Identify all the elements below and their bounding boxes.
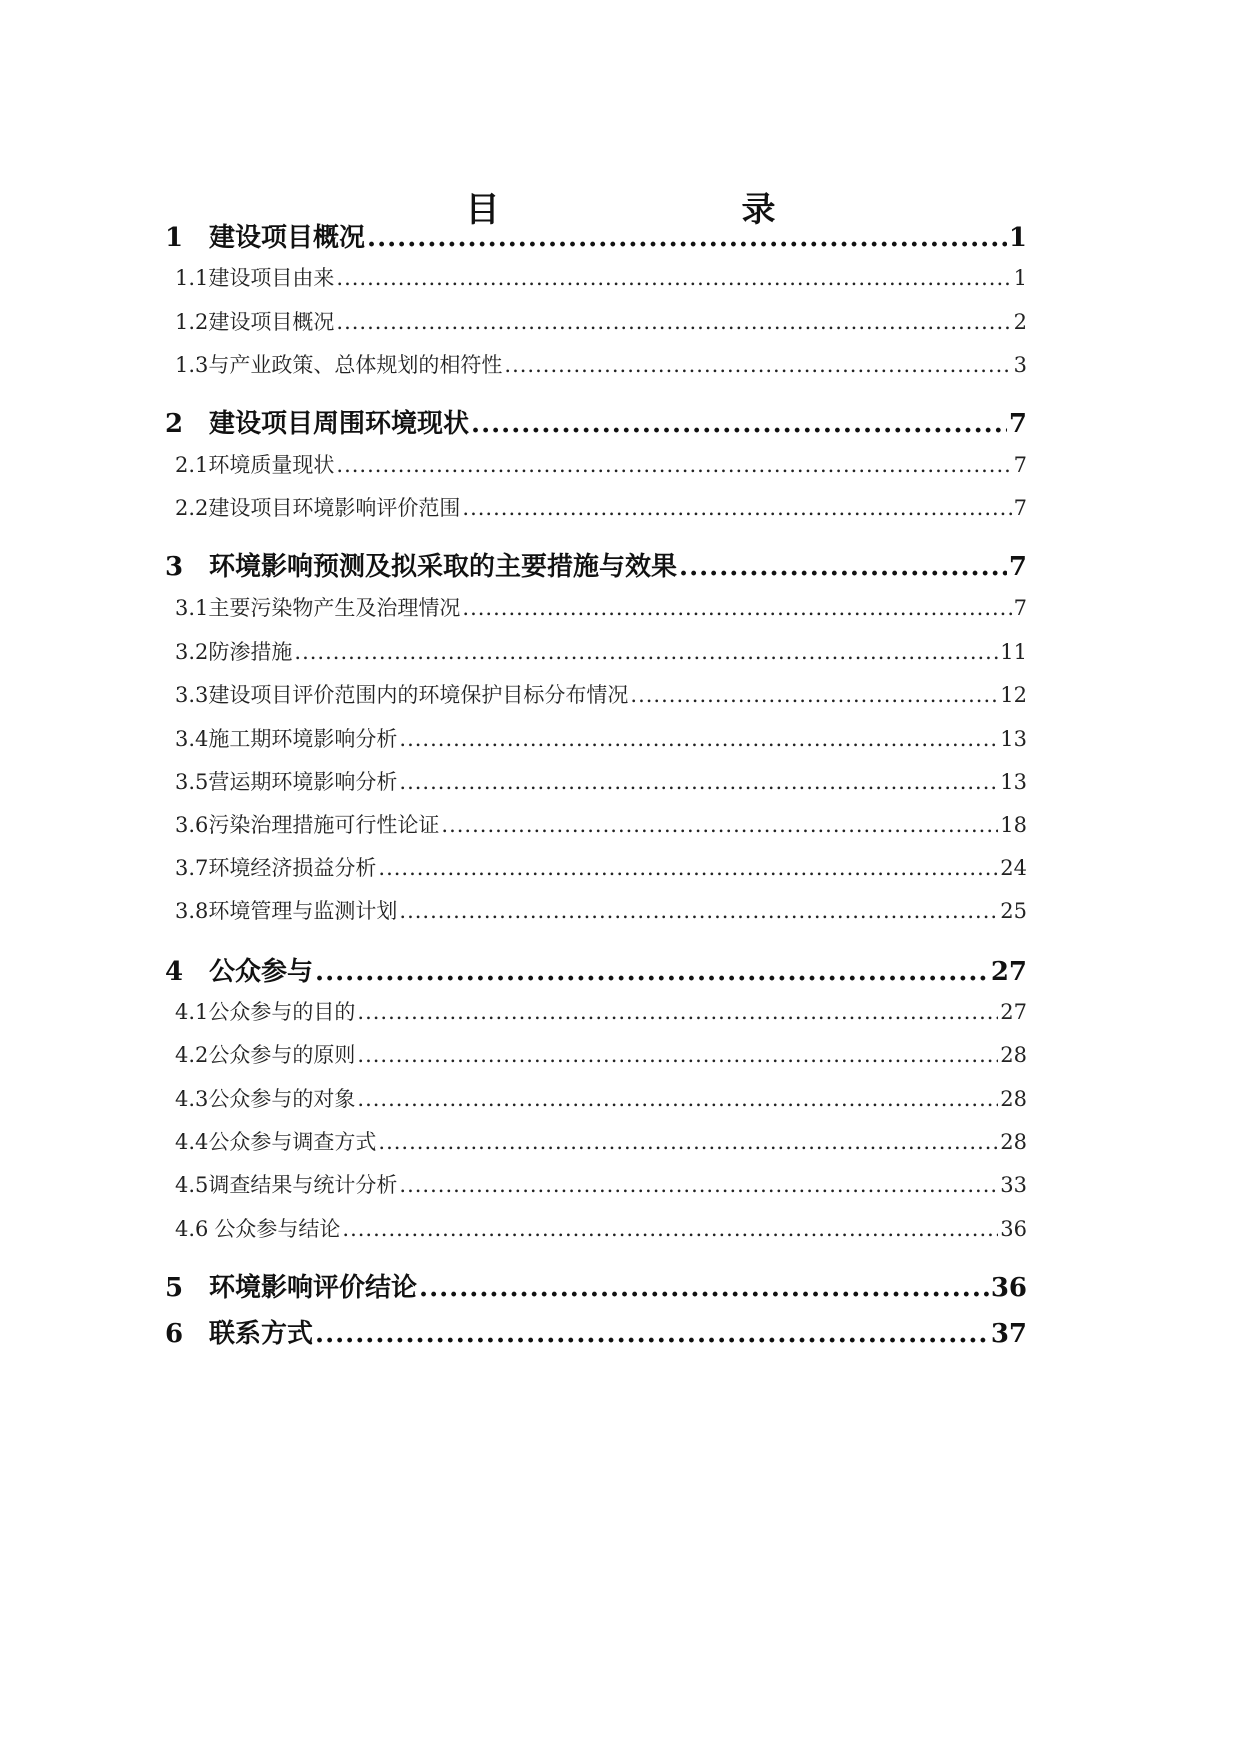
toc-dot-leader [419,1271,989,1305]
toc-dot-leader [367,221,1007,255]
toc-entry-label: 污染治理措施可行性论证 [208,813,440,837]
toc-dot-leader [357,997,998,1027]
toc-entry-number: 3.7 [175,856,209,880]
toc-dot-leader [378,1127,998,1157]
toc-entry-label: 建设项目由来 [208,266,335,290]
toc-entry-label: 环境影响评价结论 [209,1273,418,1303]
toc-dot-leader [336,307,1011,337]
toc-dot-leader [336,450,1011,480]
toc-page-number: 27 [1000,1000,1027,1024]
toc-page-number: 7 [1008,409,1027,439]
toc-dot-leader [462,593,1011,623]
toc-chapter-entry[interactable] [165,407,1027,441]
toc-page-number: 36 [990,1273,1027,1303]
toc-section-entry[interactable] [175,1040,1027,1070]
toc-section-entry[interactable] [175,724,1027,754]
toc-dot-leader [357,1040,998,1070]
toc-entry-number: 3 [165,552,184,582]
toc-entry-label: 联系方式 [209,1319,314,1349]
toc-entry-number: 6 [165,1319,184,1349]
toc-entry-number: 1.3 [175,353,209,377]
toc-page-number: 28 [1000,1043,1027,1067]
toc-entry-number: 3.2 [175,640,209,664]
toc-page-number: 37 [990,1319,1027,1349]
toc-page-number: 33 [1000,1173,1027,1197]
toc-entry-number: 4.6 [175,1217,209,1241]
toc-dot-leader [378,853,998,883]
toc-dot-leader [315,1317,989,1351]
toc-entry-label: 调查结果与统计分析 [208,1173,398,1197]
toc-dot-leader [679,550,1007,584]
toc-section-entry[interactable] [175,493,1027,523]
toc-entry-number: 3.8 [175,899,209,923]
toc-page-number: 18 [1000,813,1027,837]
toc-entry-label: 公众参与的对象 [208,1087,356,1111]
toc-entry-number: 4.3 [175,1087,209,1111]
toc-chapter-entry[interactable] [165,1317,1027,1351]
toc-dot-leader [399,1170,998,1200]
toc-entry-number: 3.5 [175,770,209,794]
toc-entry-label: 公众参与的原则 [208,1043,356,1067]
toc-entry-label: 建设项目评价范围内的环境保护目标分布情况 [208,683,629,707]
toc-chapter-entry[interactable] [165,550,1027,584]
toc-section-entry[interactable] [175,450,1027,480]
toc-section-entry[interactable] [175,637,1027,667]
toc-section-entry[interactable] [175,1084,1027,1114]
toc-entry-label: 主要污染物产生及治理情况 [208,596,461,620]
toc-entry-number: 3.3 [175,683,209,707]
toc-section-entry[interactable] [175,997,1027,1027]
toc-dot-leader [399,896,998,926]
toc-entry-label: 环境管理与监测计划 [208,899,398,923]
toc-dot-leader [342,1214,998,1244]
toc-entry-label: 建设项目概况 [208,310,335,334]
toc-dot-leader [399,724,998,754]
toc-section-entry[interactable] [175,350,1027,380]
toc-entry-label: 公众参与的目的 [208,1000,356,1024]
toc-page-number: 13 [1000,727,1027,751]
toc-entry-number: 3.6 [175,813,209,837]
toc-section-entry[interactable] [175,593,1027,623]
toc-entry-number: 4.2 [175,1043,209,1067]
toc-chapter-entry[interactable] [165,1271,1027,1305]
toc-section-entry[interactable] [175,896,1027,926]
toc-page-number: 1 [1008,223,1027,253]
toc-dot-leader [462,493,1011,523]
toc-entry-label: 环境影响预测及拟采取的主要措施与效果 [209,552,678,582]
toc-entry-label: 公众参与结论 [214,1217,341,1241]
toc-entry-number: 3.4 [175,727,209,751]
toc-entry-label: 防渗措施 [208,640,293,664]
toc-page-number: 28 [1000,1130,1027,1154]
toc-page-number: 7 [1013,496,1027,520]
toc-entry-label: 营运期环境影响分析 [208,770,398,794]
toc-section-entry[interactable] [175,1214,1027,1244]
toc-section-entry[interactable] [175,810,1027,840]
toc-dot-leader [357,1084,998,1114]
toc-dot-leader [471,407,1007,441]
toc-page-number: 11 [1000,640,1027,664]
toc-entry-label: 公众参与调查方式 [208,1130,377,1154]
toc-page-number: 36 [1000,1217,1027,1241]
toc-entry-label: 公众参与 [209,957,314,987]
toc-entry-number: 4.5 [175,1173,209,1197]
toc-dot-leader [399,767,998,797]
toc-entry-label: 与产业政策、总体规划的相符性 [208,353,503,377]
toc-entry-number: 1.2 [175,310,209,334]
toc-section-entry[interactable] [175,853,1027,883]
toc-entry-number: 1 [165,223,184,253]
toc-page-number: 24 [1000,856,1027,880]
toc-entry-number: 1.1 [175,266,209,290]
toc-page-number: 2 [1013,310,1027,334]
toc-page-number: 7 [1013,596,1027,620]
toc-section-entry[interactable] [175,767,1027,797]
toc-chapter-entry[interactable] [165,221,1027,255]
toc-dot-leader [441,810,998,840]
toc-entry-number: 2 [165,409,184,439]
toc-dot-leader [504,350,1011,380]
toc-entry-label: 环境经济损益分析 [208,856,377,880]
toc-entry-label: 环境质量现状 [208,453,335,477]
toc-dot-leader [336,263,1011,293]
toc-page-number: 3 [1013,353,1027,377]
toc-chapter-entry[interactable] [165,955,1027,989]
toc-section-entry[interactable] [175,680,1027,710]
toc-page-number: 12 [1000,683,1027,707]
toc-entry-number: 5 [165,1273,184,1303]
toc-entry-number: 4 [165,957,184,987]
toc-entry-number: 4.4 [175,1130,209,1154]
toc-page-number: 7 [1008,552,1027,582]
toc-page-number: 1 [1013,266,1027,290]
toc-entry-label: 建设项目概况 [209,223,366,253]
toc-entry-number: 3.1 [175,596,209,620]
toc-page-number: 13 [1000,770,1027,794]
toc-entry-number: 4.1 [175,1000,209,1024]
toc-title: 目 录 [465,190,834,230]
toc-entry-label: 建设项目周围环境现状 [209,409,470,439]
toc-page-number: 28 [1000,1087,1027,1111]
toc-section-entry[interactable] [175,1170,1027,1200]
toc-page-number: 27 [990,957,1027,987]
toc-section-entry[interactable] [175,263,1027,293]
toc-page-number: 7 [1013,453,1027,477]
toc-entry-label: 建设项目环境影响评价范围 [208,496,461,520]
toc-entry-label: 施工期环境影响分析 [208,727,398,751]
toc-section-entry[interactable] [175,307,1027,337]
toc-page-number: 25 [1000,899,1027,923]
toc-dot-leader [315,955,989,989]
toc-section-entry[interactable] [175,1127,1027,1157]
toc-entry-number: 2.2 [175,496,209,520]
toc-entry-number: 2.1 [175,453,209,477]
toc-dot-leader [630,680,998,710]
toc-dot-leader [294,637,998,667]
